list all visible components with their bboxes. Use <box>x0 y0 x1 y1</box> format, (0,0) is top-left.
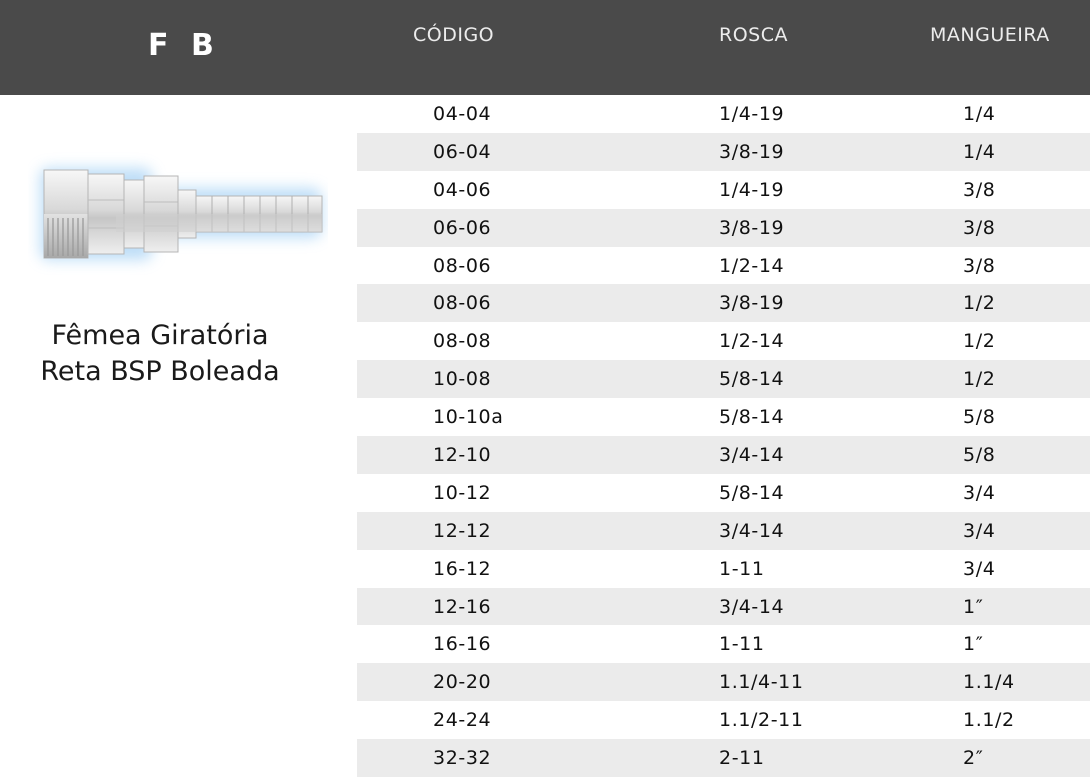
cell-rosca: 3/4-14 <box>719 519 785 542</box>
cell-codigo: 06-04 <box>433 140 492 163</box>
cell-mangueira: 3/8 <box>963 216 996 239</box>
cell-rosca: 5/8-14 <box>719 481 785 504</box>
cell-rosca: 3/8-19 <box>719 140 785 163</box>
table-row <box>357 209 1090 247</box>
table-row <box>357 322 1090 360</box>
cell-mangueira: 3/4 <box>963 481 996 504</box>
table-header <box>0 0 1090 95</box>
cell-mangueira: 1/2 <box>963 368 996 391</box>
table-row <box>357 625 1090 663</box>
cell-rosca: 1/2-14 <box>719 254 785 277</box>
cell-mangueira: 3/8 <box>963 254 996 277</box>
cell-codigo: 16-12 <box>433 557 492 580</box>
cell-codigo: 08-08 <box>433 330 492 353</box>
cell-codigo: 32-32 <box>433 747 492 770</box>
column-header-codigo: CÓDIGO <box>413 24 495 46</box>
table-row <box>357 95 1090 133</box>
product-name-line-2: Reta BSP Boleada <box>40 356 280 387</box>
cell-mangueira: 5/8 <box>963 444 996 467</box>
cell-codigo: 10-08 <box>433 368 492 391</box>
cell-rosca: 1.1/2-11 <box>719 709 804 732</box>
cell-codigo: 16-16 <box>433 633 492 656</box>
cell-rosca: 2-11 <box>719 747 765 770</box>
cell-rosca: 1/2-14 <box>719 330 785 353</box>
cell-rosca: 5/8-14 <box>719 406 785 429</box>
cell-mangueira: 2″ <box>963 747 984 770</box>
cell-mangueira: 1.1/4 <box>963 671 1015 694</box>
cell-rosca: 1/4-19 <box>719 103 785 125</box>
cell-mangueira: 1/2 <box>963 292 996 315</box>
table-row <box>357 360 1090 398</box>
cell-codigo: 04-04 <box>433 103 492 125</box>
cell-mangueira: 1/4 <box>963 103 996 125</box>
cell-rosca: 1.1/4-11 <box>719 671 804 694</box>
cell-mangueira: 1.1/2 <box>963 709 1015 732</box>
cell-mangueira: 3/8 <box>963 178 996 201</box>
table-row <box>357 171 1090 209</box>
table-row <box>357 398 1090 436</box>
cell-codigo: 06-06 <box>433 216 492 239</box>
table-row <box>357 284 1090 322</box>
cell-mangueira: 1″ <box>963 633 984 656</box>
product-code-title: F B <box>148 28 220 63</box>
cell-mangueira: 1/4 <box>963 140 996 163</box>
table-row <box>357 133 1090 171</box>
table-row <box>357 436 1090 474</box>
cell-rosca: 1-11 <box>719 557 765 580</box>
cell-codigo: 04-06 <box>433 178 492 201</box>
cell-mangueira: 3/4 <box>963 519 996 542</box>
cell-mangueira: 1/2 <box>963 330 996 353</box>
column-header-rosca: ROSCA <box>719 24 788 46</box>
cell-mangueira: 5/8 <box>963 406 996 429</box>
cell-rosca: 5/8-14 <box>719 368 785 391</box>
cell-rosca: 3/4-14 <box>719 595 785 618</box>
cell-codigo: 20-20 <box>433 671 492 694</box>
table-row <box>357 550 1090 588</box>
cell-rosca: 1-11 <box>719 633 765 656</box>
cell-codigo: 12-16 <box>433 595 492 618</box>
column-header-mangueira: MANGUEIRA <box>930 24 1050 46</box>
table-row <box>357 588 1090 626</box>
swivel-female-fitting-image <box>28 150 328 275</box>
table-row <box>357 247 1090 285</box>
cell-mangueira: 1″ <box>963 595 984 618</box>
cell-rosca: 3/8-19 <box>719 292 785 315</box>
cell-codigo: 08-06 <box>433 254 492 277</box>
cell-codigo: 12-12 <box>433 519 492 542</box>
cell-codigo: 10-12 <box>433 481 492 504</box>
cell-codigo: 08-06 <box>433 292 492 315</box>
cell-codigo: 24-24 <box>433 709 492 732</box>
cell-codigo: 10-10a <box>433 406 504 429</box>
cell-rosca: 3/4-14 <box>719 444 785 467</box>
spec-table <box>357 95 1090 777</box>
product-name-line-1: Fêmea Giratória <box>51 320 269 351</box>
table-row <box>357 512 1090 550</box>
cell-rosca: 1/4-19 <box>719 178 785 201</box>
cell-mangueira: 3/4 <box>963 557 996 580</box>
table-row <box>357 474 1090 512</box>
table-row <box>357 701 1090 739</box>
product-name <box>10 318 310 390</box>
table-row <box>357 739 1090 777</box>
table-row <box>357 663 1090 701</box>
cell-codigo: 12-10 <box>433 444 492 467</box>
cell-rosca: 3/8-19 <box>719 216 785 239</box>
